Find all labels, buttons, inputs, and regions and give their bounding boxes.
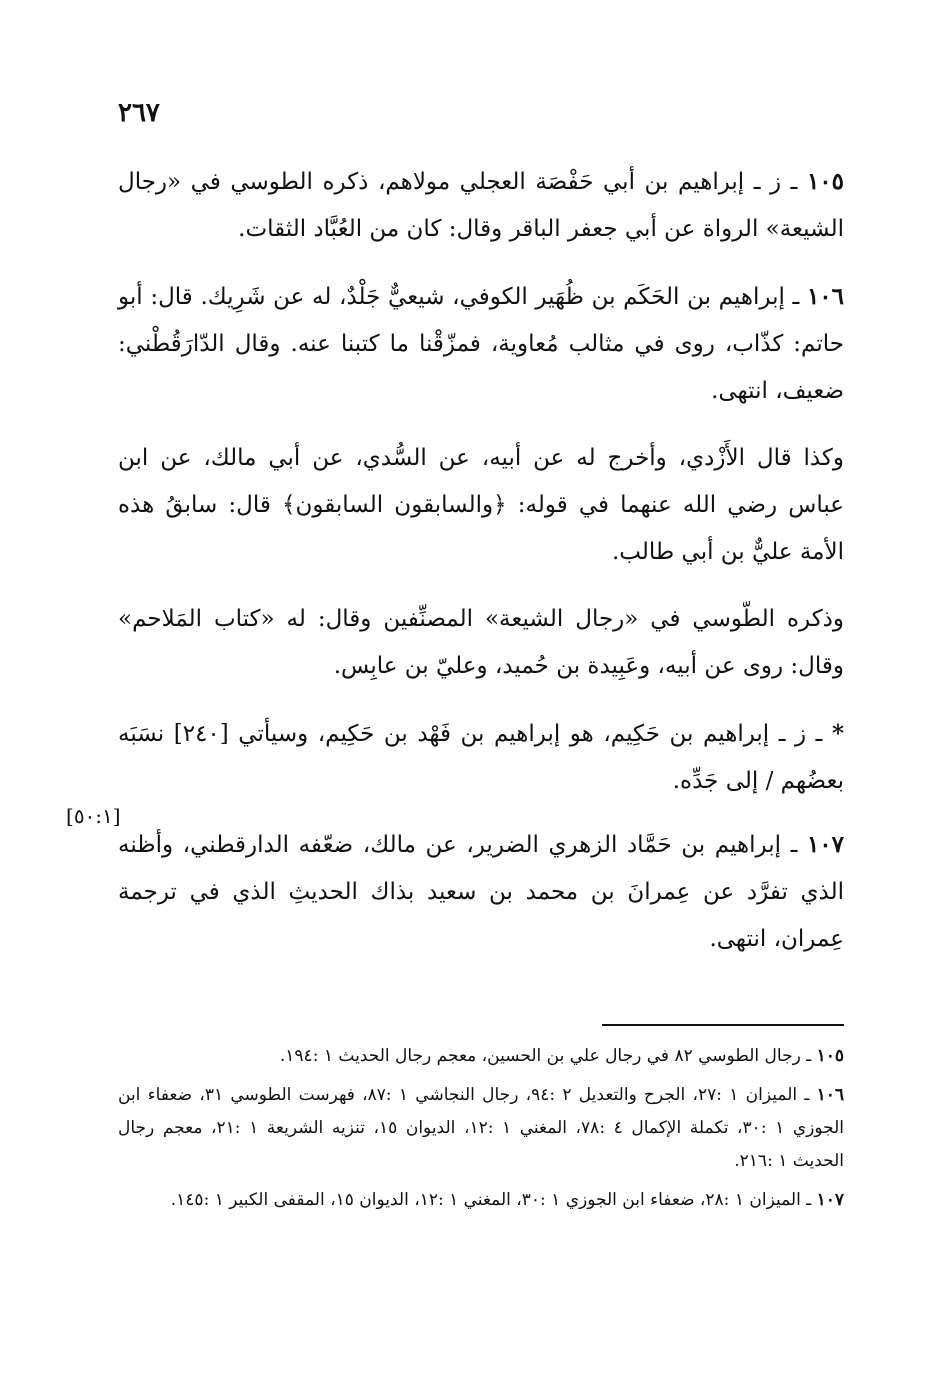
entry-text: ـ إبراهيم بن الحَكَم بن ظُهَير الكوفي، شيعيٌّ جَلْدٌ، له عن شَرِيك. قال: أبو حاتم: كذّاب، روى في مثالب مُعاوية، فمزّقْنا ما كتبنا عنه. وقال الدّارَقُطْني: ضعيف، انتهى. [118, 284, 844, 404]
footnote-105 [118, 1040, 844, 1073]
entry-number: ١٠٥ [806, 168, 844, 195]
footnote-text: ـ الميزان ١ :٢٧، الجرح والتعديل ٢ :٩٤، رجال النجاشي ١ :٨٧، فهرست الطوسي ٣١، ضعفاء ابن الجوزي ١ :٣٠، تكملة الإكمال ٤ :٧٨، المغني ١ :١٢، الديوان ١٥، تنزيه الشريعة ١ :٢١، معجم رجال الحديث ١ :٢١٦. [118, 1085, 845, 1171]
entry-106-continuation-2 [118, 596, 844, 690]
footnote-number: ١٠٧ [816, 1190, 844, 1210]
entry-star [118, 710, 844, 805]
entry-text: ـ ز ـ إبراهيم بن أبي حَفْصَة العجلي مولاهم، ذكره الطوسي في «رجال الشيعة» الرواة عن أبي جعفر الباقر وقال: كان من العُبَّاد الثقات. [118, 169, 844, 242]
entry-107 [118, 821, 844, 963]
footnote-107 [118, 1184, 844, 1217]
entry-text: ـ إبراهيم بن حَمَّاد الزهري الضرير، عن مالك، ضعّفه الدارقطني، وأظنه الذي تفرَّد عن عِمرانَ بن محمد بن سعيد بذاك الحديثِ الذي في ترجمة عِمران، انتهى. [118, 832, 844, 952]
main-text [118, 158, 844, 983]
entry-number: ١٠٦ [806, 283, 844, 310]
entry-number: * [831, 720, 844, 747]
entry-number: ١٠٧ [806, 831, 844, 858]
footnote-text: ـ رجال الطوسي ٨٢ في رجال علي بن الحسين، معجم رجال الحديث ١ :١٩٤. [279, 1046, 817, 1066]
entry-text: وذكره الطّوسي في «رجال الشيعة» المصنِّفين وقال: له «كتاب المَلاحم» وقال: روى عن أبيه، وعَبِيدة بن حُميد، وعليّ بن عابِس. [118, 606, 844, 679]
footnote-text: ـ الميزان ١ :٢٨، ضعفاء ابن الجوزي ١ :٣٠، المغني ١ :١٢، الديوان ١٥، المقفى الكبير ١ :١٤٥. [170, 1190, 817, 1210]
footnote-divider [602, 1024, 844, 1026]
entry-text: وكذا قال الأَزْدي، وأخرج له عن أبيه، عن السُّدي، عن أبي مالك، عن ابن عباس رضي الله عنهما في قوله: ﴿والسابقون السابقون﴾ قال: سابقُ هذه الأمة عليٌّ بن أبي طالب. [118, 445, 844, 565]
footnote-106 [118, 1079, 844, 1178]
margin-reference: [٥٠:١] [66, 804, 121, 828]
page-number: ٢٦٧ [118, 98, 160, 128]
footnote-number: ١٠٦ [816, 1085, 844, 1105]
footnotes [118, 1040, 844, 1223]
entry-106-continuation-1 [118, 435, 844, 576]
entry-105 [118, 158, 844, 253]
entry-106 [118, 273, 844, 415]
entry-text: ـ ز ـ إبراهيم بن حَكِيم، هو إبراهيم بن فَهْد بن حَكِيم، وسيأتي [٢٤٠] نسَبَه بعضُهم / إلى جَدِّه. [118, 721, 844, 794]
footnote-number: ١٠٥ [816, 1046, 844, 1066]
